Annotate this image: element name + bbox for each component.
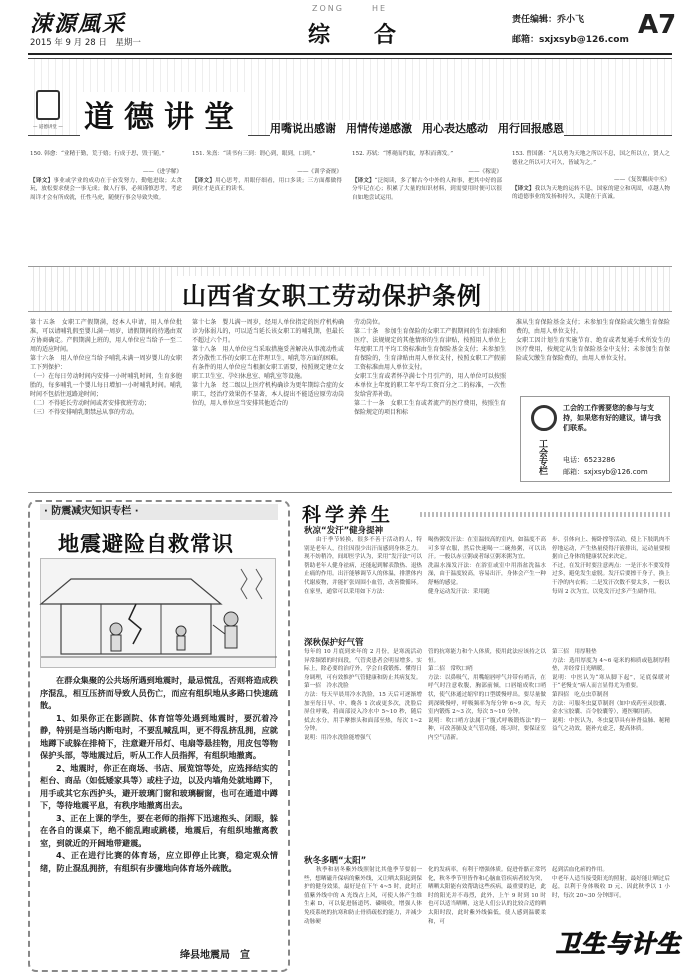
quake-title: 地震避险自救常识	[58, 531, 234, 556]
editor-label: 责任编辑：乔小飞	[512, 15, 585, 25]
union-logo-icon	[531, 405, 557, 431]
quote-item	[352, 150, 502, 221]
law-title: 山西省女职工劳动保护条例	[176, 276, 488, 311]
quote-item	[192, 150, 342, 221]
article-column: 起到活血化瘀的作用。 中老年人适当接受阳光的照射，最好能让晒过后起，以利于身体吸收 D 元、因此秋季以 1 小时，每次 20~30 分钟即可。	[552, 867, 670, 899]
quote-source: ——《进学解》	[142, 169, 182, 175]
daode-slogans	[270, 120, 564, 136]
slogan: 用心表达感动	[422, 122, 488, 135]
quote-translation: 【译文】用心思考，用眼仔细看，用口多读；三方面都做得到位才是真正的读书。	[192, 177, 342, 193]
section-divider	[28, 492, 672, 493]
article-title: 深秋保护好气管	[304, 638, 364, 648]
article-column: 管的抗寒能力和个人体质，使用此法应该持之以恒。 第二招 常吹口哨 方法：以鼻吸气，用嘴缩唇呼气并带有哨音，在呼气时注意收腹，胸部前倾，口唇缩成吹口哨状，使气体通过缩窄的口型缓慢呼出。要尽量做到深吸慢呼，呼吸频率为每分钟 6~9 次，每天室内锻炼 2~3 次，每次 5~10 分钟。 说明：吹口哨方法属于“腹式呼吸锻炼法”的一种，可改善肺及支气管功能，练习时，要保证室内空气清新。	[428, 649, 546, 741]
article-column: 化的发病率，有利于增强体质。促进骨骼正常钙化，秋冬季节里皆作和心脑血管疾病者较为突，晒晒太阳能有效帮助这些疾病，最重要的是，此时的阳光并不毒烈，此外，上午 9 时到 10 时也可以适当晒晒，这是人们公认的比较合适的晒太阳时段，此时紫外线偏低，使人感到温暖柔和，可	[428, 867, 546, 925]
article-title: 秋冬多晒“太阳”	[304, 856, 367, 866]
quake-paragraph: 4、正在进行比赛的体育场，应立即停止比赛，稳定观众情绪，防止混乱拥挤，有组织有步骤地向体育场外疏散。	[40, 850, 278, 873]
union-note: 工会的工作需要您的参与与支持，如果您有好的建议，请与我们联系。	[563, 404, 661, 432]
quake-paragraph: 2、地震时，你正在商场、书店、展览馆等处，应选择结实的柜台、商品（如低矮家具等）或柱子边，以及内墙角处就地蹲下，用手或其它东西护头，避开玻璃门窗和玻璃橱窗，也可在通道中蹲下，等待地震平息，有秩序地撤离出去。	[40, 762, 278, 810]
article-column: 秋季和初冬紫外线照射比其他季节要弱一些，想晒磁升保病的紫外线，又让晒太阳起到保护的健身效果，最好是在下午 4~5 时，此时正值紫外线中的 A 光线占上风，可使人体产生维生素 D，可以促进肠道钙、磷吸收，增强人体免疫系统的抗寒和防止骨质疏松的能力，并减少动脉硬	[304, 867, 422, 925]
union-email: 邮箱：sxjxsyb@126.com	[563, 468, 648, 476]
quote-item	[30, 150, 182, 221]
law-column-1: 第十五条 女职工产假期满，经本人申请，用人单位批准，可以请哺乳假至婴儿满一周岁，请假期间的待遇由双方协商确定。产假期满上班的，用人单位应当给予一至二周的适应时间。 第十六条 用人单位应当给予哺乳未满一周岁婴儿的女职工下列保护： （一）在每日劳动时间内安排一小时哺乳时间，生育多胞胎的，每多哺乳一个婴儿每日增加一小时哺乳时间。哺乳时间不包括往返路途时间； （二）不得延长劳动时间或者安排夜班劳动； （三）不得安排哺乳期禁忌从事的劳动。	[30, 319, 182, 416]
article-column: 喝热粥发汗法：在室温较高的室内，如温度不高可多穿衣服，然后快速喝一二碗热粥，可以出汗。一般以赤豆粥或者绿豆粥米粥为宜。 洗温水澡发汗法：在浴室或室中用浴盆洗温水澡，由于温度较高，容易出汗，身体会产生一种舒畅的感觉。 健身运动发汗法：采用跑	[428, 537, 546, 595]
zong-latin: ZONG	[312, 4, 344, 13]
quote-text: 150. 韩愈：“业精于勤，荒于嬉；行成于思，毁于随。”	[30, 151, 165, 157]
he-latin: HE	[372, 4, 388, 13]
quake-paragraph: 1、如果你正在影剧院、体育馆等处遇到地震时，要沉着冷静，特别是当场内断电时，不要乱喊乱叫，更不得乱挤乱拥，应就地蹲下或躲在排椅下，注意避开吊灯、电扇等悬挂物，用皮包等物保护头部，等地震过后，听从工作人员指挥，有组织地撤离。	[40, 712, 278, 760]
quote-translation: 【译文】我以为天地的运转不息，国家的建立和巩固，卓越人物的道德事业的发扬和持久，关键在于真诚。	[512, 185, 670, 201]
daode-title: 道德讲堂	[80, 92, 248, 136]
quote-item	[512, 150, 670, 221]
quake-paragraph: 在群众集聚的公共场所遇到地震时，最忌慌乱，否则将造成秩序混乱，相互压挤而导致人员伤亡，而应有组织地从多路口快速疏散。	[40, 675, 278, 710]
masthead: 涑源風采	[30, 11, 127, 37]
slogan: 用嘴说出感谢	[270, 122, 336, 135]
quake-paragraph: 3、正在上课的学生，要在老师的指挥下迅速抱头、闭眼，躲在各自的课桌下，绝不能乱跑或跳楼，地震后，有组织地撤离教室，到就近的开阔地带避震。	[40, 812, 278, 848]
quote-translation: 【译文】“泛阅读，多了解古今中外的人和事，把其中好的部分牢记在心；积累了大量的知识材料，到需要用时便可以很自如地尝试运用。	[352, 177, 502, 201]
daode-logo	[36, 90, 60, 120]
article-title: 秋凉“发汗”健身提神	[304, 526, 384, 536]
quote-source: ——《训学斋规》	[297, 169, 342, 175]
quake-signature: 绛县地震局 宣	[180, 950, 250, 961]
health-title-rule	[420, 512, 670, 517]
header-rule	[28, 53, 672, 55]
article-column: 第三招 用厚鞋垫 方法：选用厚度为 4~6 毫米的棉质或毡制厚鞋垫，并经常日光晒暖。 说明：中医认为“寒从脚下起”，足底保暖对于“老慢支”病人而言显得尤为重要。 第四招 吃点虫草制剂 方法：可服冬虫夏草制剂（如中成药至灵胶囊、金水宝胶囊、百令胶囊等），遵医嘱用药。 说明：中医认为，冬虫夏草具有补肾益肺、秘精益气之功效，能补充虚乏，提高体质。	[552, 649, 670, 733]
quake-illustration-art	[41, 559, 277, 669]
issue-date: 2015 年 9 月 28 日 星期一	[30, 38, 141, 48]
quote-text: 151. 朱熹：“读书有三到：谓心到，眼到，口到。”	[192, 151, 316, 157]
quote-translation: 【译文】事业或学业的成功在于奋发努力，勤勉进取；太贪玩，放松要求便会一事无成；做人行事，必须谨慎思考，考虑周详才会有所成就，任性马虎，随便行事会导致失败。	[30, 177, 182, 201]
quake-illustration	[40, 558, 276, 668]
slogan: 用情传递感激	[346, 122, 412, 135]
section-title: 综 合	[308, 22, 397, 48]
slogan: 用行回报感恩	[498, 122, 564, 135]
law-column-2: 第十七条 婴儿满一周岁，经用人单位指定的医疗机构确诊为体弱儿的，可以适当延长该女职工的哺乳期，但最长不超过六个月。 第十八条 用人单位应当采取措施妥善解决从事流动性或者分散性工作的女职工在伴理卫生、哺乳等方面的困难。 有条件的用人单位应当根据女职工需要，按照规定建立女职工卫生室、孕妇休息室、哺乳室等设施。 第十九条 经二级以上医疗机构确诊为更年期综合症的女职工，经治疗效果仍不显著，本人提出不能适应原劳动岗位的，用人单位应当安排其他适合的	[192, 319, 344, 407]
law-column-3: 劳动岗位。 第二十条 参加生育保险的女职工产假期间的生育津贴和医疗、法规规定的其他情形的生育津贴，按照用人单位上年度职工月平均工资标准由生育保险基金支付；未参加生育保险的，生育津贴由用人单位支付，按照女职工产假前工资标准由用人单位支付。 女职工生育或者怀孕满七个月引产的，用人单位可以按照本单位上年度的职工年平均工资百分之二的标准，一次性发给营养补助。 第二十一条 女职工生育或者流产的医疗费用，按照生育保险规定的项目和标	[354, 319, 506, 416]
article-column: 步、引体向上、俯卧撑等活动，使上下肢肌肉不停地运动，产生热量使得汗液排出，运动量要根据自己身体的健康状况来决定。 不过，在发汗时要注意两点：一是汗水不要发得过多，避免发生虚脱。发汗后要擦干身子，换上干净的内衣裤；二是发汗次数不要太多，一般以每周 2 次为宜，以免发汗过多产生副作用。	[552, 537, 670, 595]
quake-banner: · 防震减灾知识专栏 ·	[40, 504, 278, 520]
quake-body	[40, 674, 278, 942]
quote-row	[30, 150, 670, 250]
article-column: 由于季节转换，很多不善于活动的人，特别是老年人，往往因很少出汗而感到身体乏力。现不妨稍冷，间却医学认为，采用“发汗法”可以帮助老年人健身祛病，还能起到解表散热、退热止痛的作用。出汗能够调节人的体温，排泄体内代谢废物，并能扩张周围小血管，改善微循环。在家里，通常可以采用如下方法：	[304, 537, 422, 595]
daode-logo-caption: — 道德讲堂 —	[33, 125, 63, 130]
union-tel: 电话：6523286	[563, 456, 616, 464]
quote-text: 152. 苏轼：“博观而约取，厚积而薄发。”	[352, 151, 454, 157]
article-column: 每年的 10 月底到来年的 2 月份，是寒流活动异常频繁的时间段，气管炎患者会明显增多。实际上，除必要的治疗外，学会自我锻炼、懂得日身调理，可有效推护气管健康和防止其病复发。 第一招 冷水洗脸 方法：每天早晨用冷水洗脸，15 天后可逐渐增加至每日早、中、晚各 1 次或更多次，洗脸后屏住呼吸，将面部浸入冷水中 5~10 秒，随后拭去水分，用手摩擦头和面部至热，每次 1~2 分钟。 说明：用冷水洗脸能增强气	[304, 649, 422, 741]
quote-text: 153. 曾国藩：“凡以勇为天地之所以不息，国之所以立，贤人之德业之所以可大可久，皆诚为之。”	[512, 151, 670, 166]
union-box	[520, 396, 670, 482]
law-column-4: 准从生育保险基金支付；未参加生育保险或欠缴生育保险费的，由用人单位支付。 女职工因计划生育实施节育、绝育或者复通手术所发生的医疗费用，按规定从生育保险基金中支付；未参加生育保险或欠缴生育保险费的，由用人单位支付。	[516, 319, 670, 362]
page-header	[0, 0, 700, 56]
page-number: A7	[638, 10, 677, 40]
quote-source: ——《稼说》	[468, 169, 502, 175]
union-label: 工会专栏	[537, 439, 547, 475]
health-stamp: 卫生与计生	[556, 929, 681, 958]
email-label: 邮箱：sxjxsyb@126.com	[512, 35, 629, 45]
health-section-title: 科学养生	[302, 504, 395, 526]
quote-source: ——《复贺耦庚中丞》	[614, 177, 670, 183]
